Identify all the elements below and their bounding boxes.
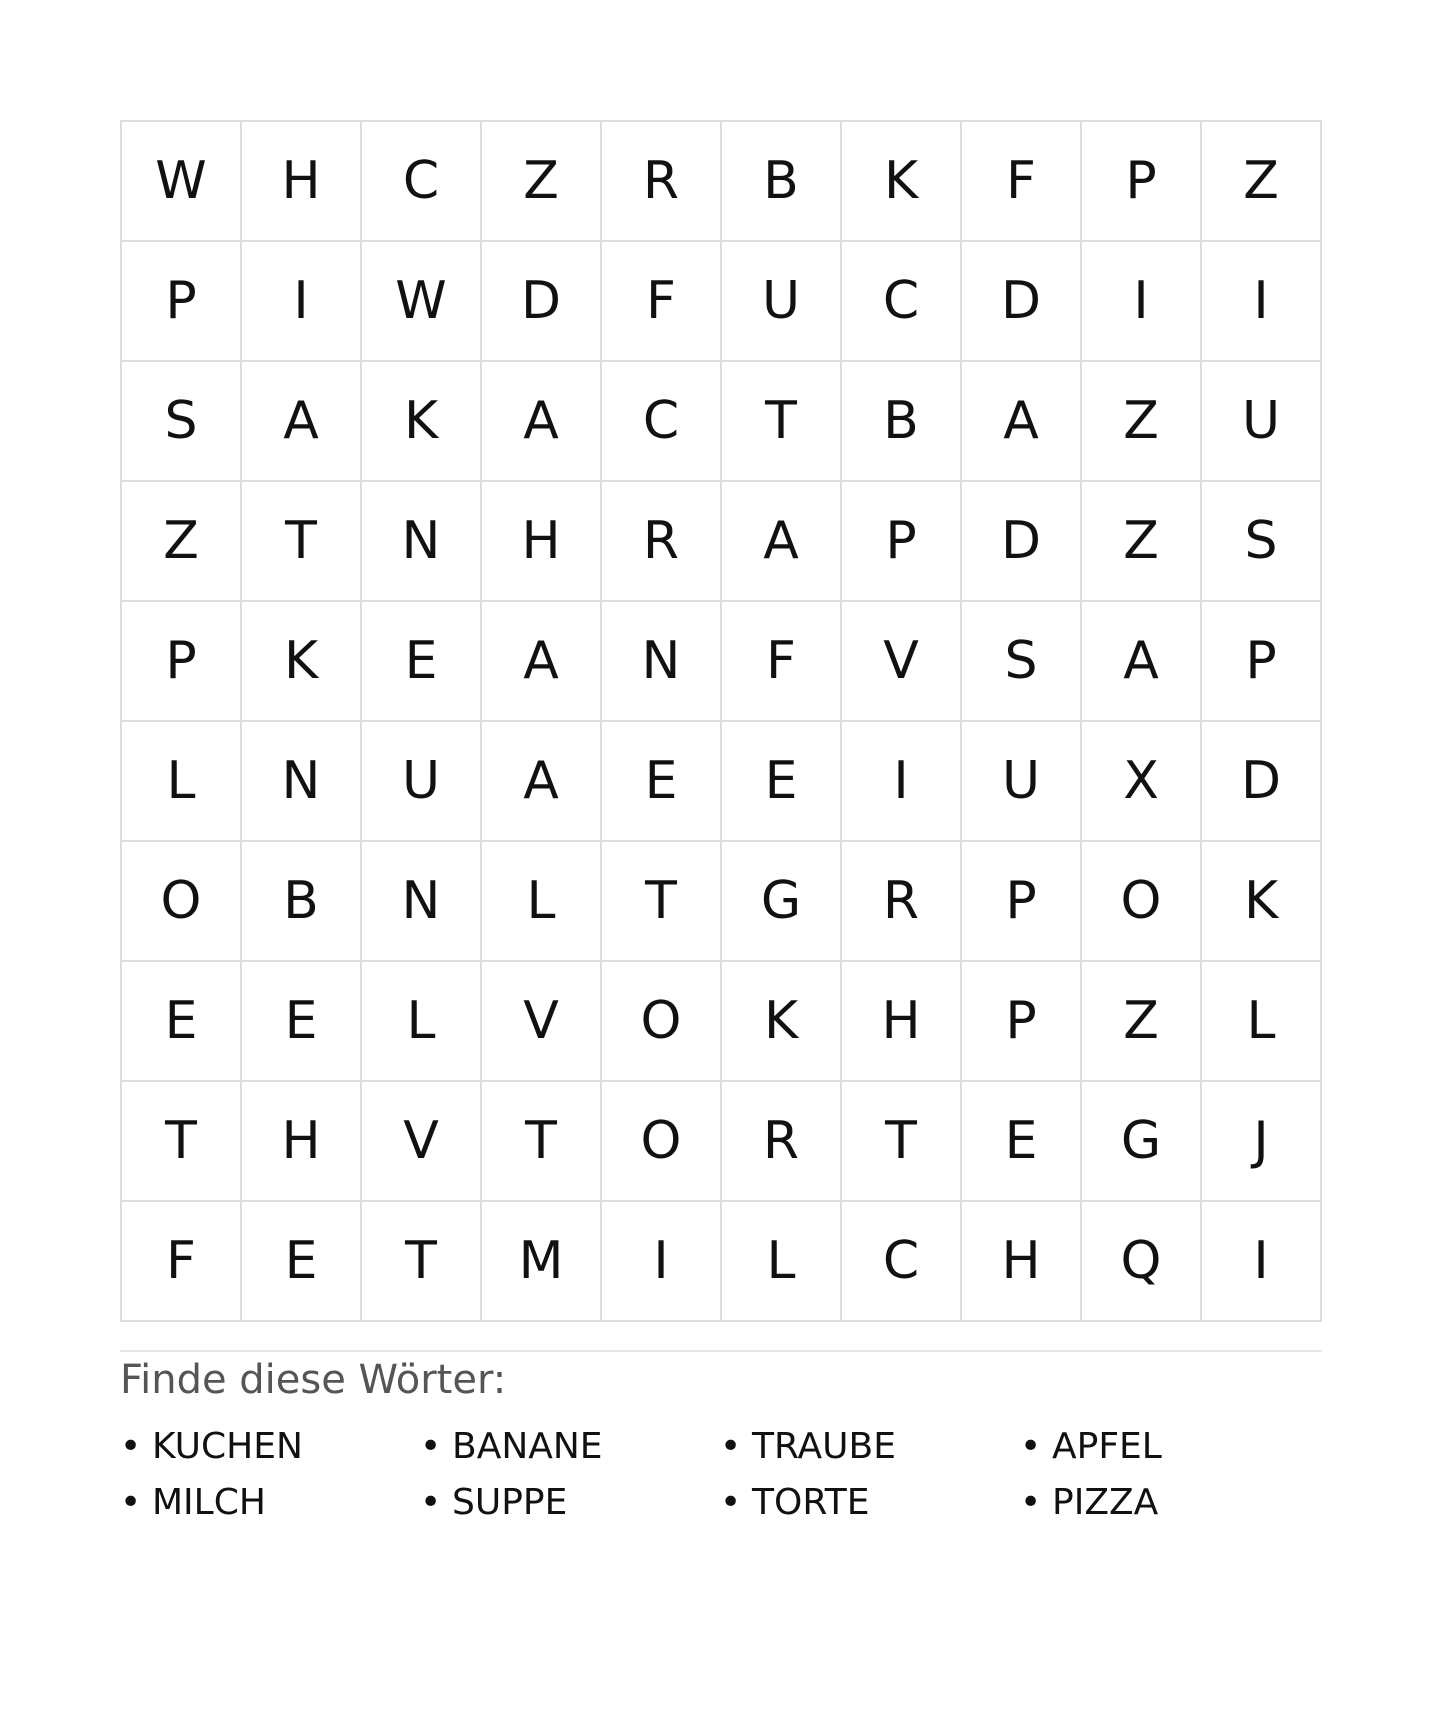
grid-cell[interactable]: F (722, 602, 842, 722)
grid-cell[interactable]: I (602, 1202, 722, 1322)
grid-cell[interactable]: I (1082, 242, 1202, 362)
word-list (120, 1418, 1320, 1530)
bullet-icon: • (1020, 1481, 1042, 1523)
grid-cell[interactable]: E (242, 1202, 362, 1322)
grid-cell[interactable]: L (122, 722, 242, 842)
grid-cell[interactable]: L (362, 962, 482, 1082)
grid-cell[interactable]: H (242, 122, 362, 242)
grid-cell[interactable]: A (482, 362, 602, 482)
word-list-item (420, 1418, 720, 1474)
word-list-title: Finde diese Wörter: (120, 1357, 507, 1403)
grid-cell[interactable]: S (962, 602, 1082, 722)
grid-cell[interactable]: J (1202, 1082, 1322, 1202)
word-label: MILCH (152, 1481, 266, 1523)
grid-cell[interactable]: Z (1082, 482, 1202, 602)
grid-cell[interactable]: D (962, 482, 1082, 602)
word-label: TORTE (752, 1481, 870, 1523)
grid-cell[interactable]: O (602, 962, 722, 1082)
bullet-icon: • (420, 1425, 442, 1467)
grid-cell[interactable]: X (1082, 722, 1202, 842)
bullet-icon: • (720, 1481, 742, 1523)
word-label: SUPPE (452, 1481, 568, 1523)
grid-cell[interactable]: M (482, 1202, 602, 1322)
grid-cell[interactable]: D (1202, 722, 1322, 842)
bullet-icon: • (120, 1481, 142, 1523)
grid-cell[interactable]: E (362, 602, 482, 722)
grid-cell[interactable]: I (242, 242, 362, 362)
word-list-item (120, 1418, 420, 1474)
grid-cell[interactable]: E (122, 962, 242, 1082)
word-list-item (120, 1474, 420, 1530)
grid-cell[interactable]: A (482, 602, 602, 722)
grid-cell[interactable]: K (362, 362, 482, 482)
grid-cell[interactable]: U (1202, 362, 1322, 482)
grid-cell[interactable]: I (842, 722, 962, 842)
divider (120, 1350, 1322, 1352)
grid-cell[interactable]: E (602, 722, 722, 842)
bullet-icon: • (420, 1481, 442, 1523)
grid-cell[interactable]: Z (1082, 362, 1202, 482)
grid-cell[interactable]: L (482, 842, 602, 962)
grid-cell[interactable]: Z (1202, 122, 1322, 242)
grid-cell[interactable]: T (482, 1082, 602, 1202)
grid-cell[interactable]: A (962, 362, 1082, 482)
grid-cell[interactable]: V (842, 602, 962, 722)
grid-cell[interactable]: P (842, 482, 962, 602)
word-list-item (420, 1474, 720, 1530)
grid-cell[interactable]: O (1082, 842, 1202, 962)
grid-cell[interactable]: L (1202, 962, 1322, 1082)
word-list-item (720, 1418, 1020, 1474)
grid-cell[interactable]: H (962, 1202, 1082, 1322)
word-list-item (1020, 1418, 1320, 1474)
grid-cell[interactable]: P (962, 962, 1082, 1082)
grid-cell[interactable]: K (1202, 842, 1322, 962)
grid-cell[interactable]: G (722, 842, 842, 962)
grid-cell[interactable]: N (362, 482, 482, 602)
grid-cell[interactable]: D (482, 242, 602, 362)
word-label: BANANE (452, 1425, 603, 1467)
grid-cell[interactable]: H (482, 482, 602, 602)
grid-cell[interactable]: C (842, 242, 962, 362)
grid-cell[interactable]: F (602, 242, 722, 362)
grid-cell[interactable]: B (722, 122, 842, 242)
grid-cell[interactable]: A (1082, 602, 1202, 722)
grid-cell[interactable]: I (1202, 1202, 1322, 1322)
grid-cell[interactable]: R (722, 1082, 842, 1202)
grid-cell[interactable]: P (962, 842, 1082, 962)
grid-cell[interactable]: P (122, 242, 242, 362)
grid-cell[interactable]: N (602, 602, 722, 722)
grid-cell[interactable]: T (362, 1202, 482, 1322)
grid-cell[interactable]: W (122, 122, 242, 242)
word-label: TRAUBE (752, 1425, 896, 1467)
grid-cell[interactable]: S (122, 362, 242, 482)
grid-cell[interactable]: V (482, 962, 602, 1082)
grid-cell[interactable]: N (362, 842, 482, 962)
grid-cell[interactable]: A (722, 482, 842, 602)
grid-cell[interactable]: I (1202, 242, 1322, 362)
grid-cell[interactable]: H (242, 1082, 362, 1202)
bullet-icon: • (1020, 1425, 1042, 1467)
grid-cell[interactable]: A (242, 362, 362, 482)
grid-cell[interactable]: E (722, 722, 842, 842)
grid-cell[interactable]: B (842, 362, 962, 482)
grid-cell[interactable]: D (962, 242, 1082, 362)
grid-cell[interactable]: K (722, 962, 842, 1082)
word-list-item (720, 1474, 1020, 1530)
grid-cell[interactable]: C (362, 122, 482, 242)
word-label: PIZZA (1052, 1481, 1159, 1523)
grid-cell[interactable]: C (842, 1202, 962, 1322)
grid-cell[interactable]: P (122, 602, 242, 722)
grid-cell[interactable]: A (482, 722, 602, 842)
grid-cell[interactable]: N (242, 722, 362, 842)
word-list-item (1020, 1474, 1320, 1530)
grid-cell[interactable]: K (842, 122, 962, 242)
bullet-icon: • (120, 1425, 142, 1467)
grid-cell[interactable]: O (602, 1082, 722, 1202)
bullet-icon: • (720, 1425, 742, 1467)
grid-cell[interactable]: L (722, 1202, 842, 1322)
word-search-puzzle (120, 120, 1320, 1530)
grid-cell[interactable]: G (1082, 1082, 1202, 1202)
grid-cell[interactable]: Z (1082, 962, 1202, 1082)
grid-cell[interactable]: Q (1082, 1202, 1202, 1322)
grid-cell[interactable]: C (602, 362, 722, 482)
grid-cell[interactable]: E (242, 962, 362, 1082)
grid-cell[interactable]: U (362, 722, 482, 842)
grid-cell[interactable]: Z (482, 122, 602, 242)
grid-cell[interactable]: T (842, 1082, 962, 1202)
word-label: APFEL (1052, 1425, 1162, 1467)
grid-cell[interactable]: S (1202, 482, 1322, 602)
grid-cell[interactable]: F (962, 122, 1082, 242)
grid-cell[interactable]: O (122, 842, 242, 962)
grid-cell[interactable]: R (842, 842, 962, 962)
word-label: KUCHEN (152, 1425, 303, 1467)
grid-cell[interactable]: T (602, 842, 722, 962)
grid-cell[interactable]: V (362, 1082, 482, 1202)
grid-cell[interactable]: T (722, 362, 842, 482)
grid-cell[interactable]: P (1202, 602, 1322, 722)
grid-cell[interactable]: F (122, 1202, 242, 1322)
grid-cell[interactable]: Z (122, 482, 242, 602)
grid-cell[interactable]: R (602, 122, 722, 242)
grid-cell[interactable]: E (962, 1082, 1082, 1202)
letter-grid (120, 120, 1322, 1322)
grid-cell[interactable]: H (842, 962, 962, 1082)
grid-cell[interactable]: T (122, 1082, 242, 1202)
grid-cell[interactable]: T (242, 482, 362, 602)
grid-cell[interactable]: B (242, 842, 362, 962)
grid-cell[interactable]: U (962, 722, 1082, 842)
grid-cell[interactable]: K (242, 602, 362, 722)
grid-cell[interactable]: P (1082, 122, 1202, 242)
grid-cell[interactable]: W (362, 242, 482, 362)
grid-cell[interactable]: U (722, 242, 842, 362)
grid-cell[interactable]: R (602, 482, 722, 602)
